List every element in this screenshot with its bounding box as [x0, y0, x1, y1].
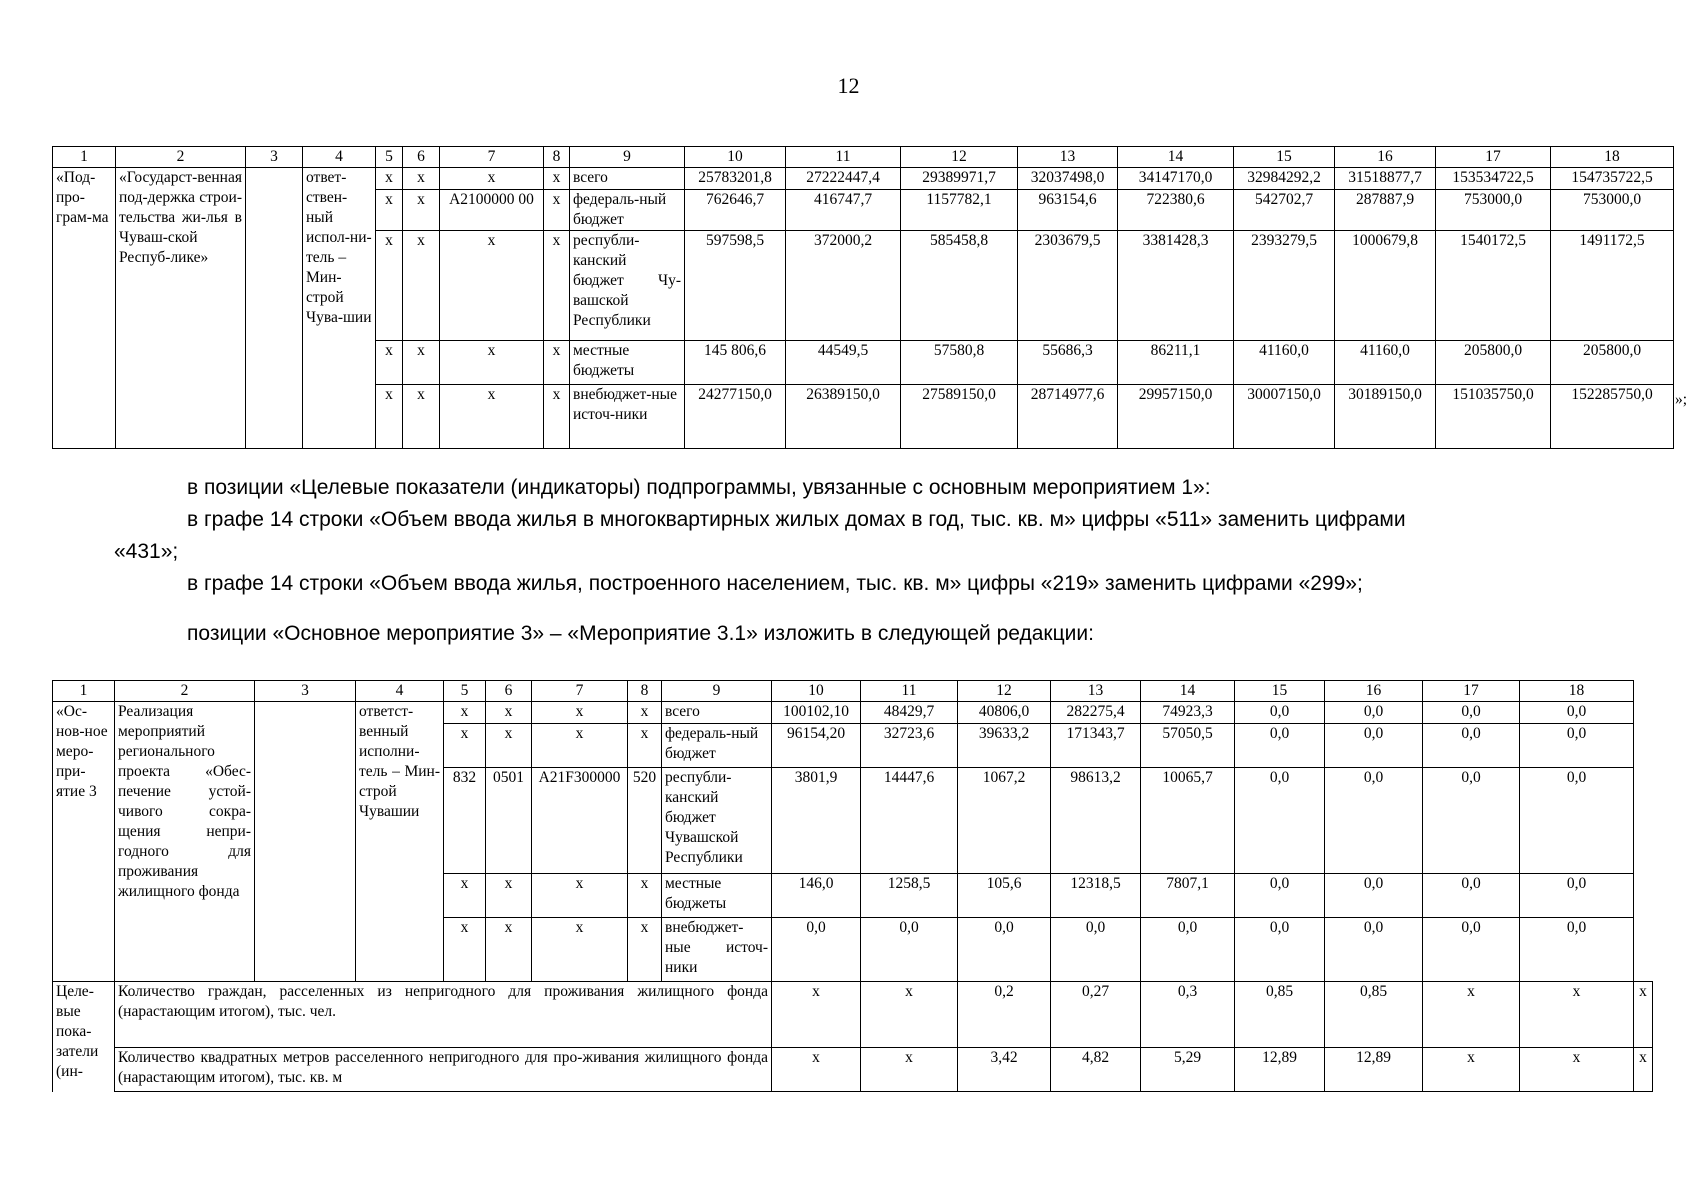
value-cell: 29957150,0: [1118, 385, 1234, 449]
value-cell: 0,0: [1325, 724, 1423, 768]
value-cell: 753000,0: [1551, 190, 1674, 231]
header-cell: 11: [786, 147, 901, 168]
source-cell: республи-канский бюджет Чу-вашской Республики: [570, 231, 685, 341]
source-cell: внебюджет-ные источ-ники: [662, 918, 772, 982]
value-cell: 57050,5: [1141, 724, 1235, 768]
value-cell: 0,0: [1325, 768, 1423, 874]
cell: x: [544, 341, 570, 385]
header-cell: 3: [255, 681, 356, 702]
cell: x: [544, 385, 570, 449]
empty-cell: [255, 702, 356, 982]
indicator-value: 12,89: [1235, 1048, 1325, 1092]
cell: x: [376, 385, 403, 449]
cell: x: [628, 874, 662, 918]
cell: x: [532, 724, 628, 768]
cell: x: [376, 168, 403, 190]
header-cell: 10: [685, 147, 786, 168]
value-cell: 171343,7: [1051, 724, 1141, 768]
cell: 0501: [486, 768, 532, 874]
value-cell: 963154,6: [1018, 190, 1118, 231]
closing-quote: »;: [1675, 391, 1688, 408]
paragraph-event3: позиции «Основное мероприятие 3» – «Мероприятие 3.1» изложить в следующей редакции:: [187, 622, 1094, 645]
header-cell: 15: [1234, 147, 1335, 168]
value-cell: 722380,6: [1118, 190, 1234, 231]
value-cell: 24277150,0: [685, 385, 786, 449]
value-cell: 57580,8: [901, 341, 1018, 385]
event-name: Реализация мероприятий регионального проекта «Обес-печение устой-чивого сокра-щения непри-годного для проживания жилищного фонда: [115, 702, 255, 982]
header-cell: 18: [1520, 681, 1634, 702]
value-cell: 74923,3: [1141, 702, 1235, 724]
value-cell: 1000679,8: [1335, 231, 1436, 341]
cell: x: [403, 341, 440, 385]
cell: x: [444, 702, 486, 724]
header-cell: 4: [356, 681, 444, 702]
value-cell: 96154,20: [772, 724, 861, 768]
value-cell: 10065,7: [1141, 768, 1235, 874]
main-event-table: [52, 680, 1653, 1092]
table-header-row: [53, 147, 1674, 168]
value-cell: 0,0: [1325, 874, 1423, 918]
indicator-value: x: [1423, 982, 1520, 1048]
header-cell: 16: [1325, 681, 1423, 702]
cell: x: [544, 231, 570, 341]
source-cell: всего: [662, 702, 772, 724]
value-cell: 152285750,0: [1551, 385, 1674, 449]
indicator-value: x: [1520, 982, 1634, 1048]
value-cell: 0,0: [1423, 918, 1520, 982]
value-cell: 0,0: [1423, 768, 1520, 874]
value-cell: 1157782,1: [901, 190, 1018, 231]
header-cell: 6: [486, 681, 532, 702]
header-cell: 4: [303, 147, 376, 168]
indicator-name: Количество квадратных метров расселенного непригодного для про-живания жилищного фонда (нарастающим итогом), тыс. кв. м: [115, 1048, 772, 1092]
value-cell: 0,0: [1520, 702, 1634, 724]
indicator-value: 3,42: [958, 1048, 1051, 1092]
value-cell: 0,0: [1423, 874, 1520, 918]
header-cell: 9: [662, 681, 772, 702]
cell: x: [440, 231, 544, 341]
value-cell: 287887,9: [1335, 190, 1436, 231]
value-cell: 31518877,7: [1335, 168, 1436, 190]
source-cell: местные бюджеты: [662, 874, 772, 918]
value-cell: 30189150,0: [1335, 385, 1436, 449]
cell: x: [532, 702, 628, 724]
indicator-value: x: [772, 982, 861, 1048]
value-cell: 105,6: [958, 874, 1051, 918]
cell: x: [403, 168, 440, 190]
indicator-value: x: [772, 1048, 861, 1092]
cell: x: [628, 724, 662, 768]
paragraph-graph14-row2: в графе 14 строки «Объем ввода жилья, построенного населением, тыс. кв. м» цифры «219» заменить цифрами «299»;: [187, 572, 1363, 595]
value-cell: 0,0: [1520, 724, 1634, 768]
indicator-row: [53, 982, 1653, 1048]
paragraph-graph14-row1-cont: «431»;: [114, 540, 179, 563]
header-cell: 18: [1551, 147, 1674, 168]
header-cell: 11: [861, 681, 958, 702]
cell: A21F300000: [532, 768, 628, 874]
value-cell: 762646,7: [685, 190, 786, 231]
value-cell: 1491172,5: [1551, 231, 1674, 341]
value-cell: 0,0: [1423, 702, 1520, 724]
value-cell: 0,0: [1051, 918, 1141, 982]
cell: А2100000 00: [440, 190, 544, 231]
cell: x: [532, 874, 628, 918]
responsible-executor: ответ-ствен-ный испол-ни-тель – Мин-строй Чува-шии: [303, 168, 376, 449]
cell: x: [376, 190, 403, 231]
value-cell: 28714977,6: [1018, 385, 1118, 449]
table-row: [53, 702, 1653, 724]
header-cell: 8: [628, 681, 662, 702]
indicator-value: 0,27: [1051, 982, 1141, 1048]
cell: x: [403, 190, 440, 231]
cell: x: [486, 918, 532, 982]
value-cell: 3801,9: [772, 768, 861, 874]
header-cell: 10: [772, 681, 861, 702]
value-cell: 585458,8: [901, 231, 1018, 341]
header-cell: 15: [1235, 681, 1325, 702]
value-cell: 48429,7: [861, 702, 958, 724]
indicators-label: Целе-вые пока-затели (ин-: [53, 982, 115, 1092]
cell: x: [544, 168, 570, 190]
value-cell: 0,0: [772, 918, 861, 982]
value-cell: 32723,6: [861, 724, 958, 768]
value-cell: 1067,2: [958, 768, 1051, 874]
paragraph-indicators: в позиции «Целевые показатели (индикаторы) подпрограммы, увязанные с основным мероприятием 1»:: [187, 476, 1211, 499]
subprogram-table: [52, 146, 1674, 449]
value-cell: 27222447,4: [786, 168, 901, 190]
value-cell: 26389150,0: [786, 385, 901, 449]
value-cell: 145 806,6: [685, 341, 786, 385]
cell: x: [376, 341, 403, 385]
cell: x: [628, 918, 662, 982]
indicator-value: 0,85: [1325, 982, 1423, 1048]
cell: x: [486, 724, 532, 768]
value-cell: 100102,10: [772, 702, 861, 724]
value-cell: 282275,4: [1051, 702, 1141, 724]
source-cell: федераль-ный бюджет: [662, 724, 772, 768]
indicator-value: 5,29: [1141, 1048, 1235, 1092]
value-cell: 41160,0: [1234, 341, 1335, 385]
cell: x: [403, 385, 440, 449]
header-cell: 16: [1335, 147, 1436, 168]
empty-cell: [246, 168, 303, 449]
header-cell: 13: [1051, 681, 1141, 702]
value-cell: 0,0: [1235, 874, 1325, 918]
value-cell: 151035750,0: [1436, 385, 1551, 449]
indicator-value: 0,85: [1235, 982, 1325, 1048]
header-cell: 1: [53, 147, 116, 168]
value-cell: 34147170,0: [1118, 168, 1234, 190]
value-cell: 30007150,0: [1234, 385, 1335, 449]
header-cell: 8: [544, 147, 570, 168]
value-cell: 146,0: [772, 874, 861, 918]
value-cell: 29389971,7: [901, 168, 1018, 190]
cell: x: [444, 874, 486, 918]
value-cell: 597598,5: [685, 231, 786, 341]
value-cell: 0,0: [1235, 724, 1325, 768]
value-cell: 0,0: [958, 918, 1051, 982]
value-cell: 12318,5: [1051, 874, 1141, 918]
header-cell: 12: [901, 147, 1018, 168]
header-cell: 6: [403, 147, 440, 168]
header-cell: 3: [246, 147, 303, 168]
value-cell: 2393279,5: [1234, 231, 1335, 341]
indicator-value: x: [1634, 982, 1653, 1048]
value-cell: 0,0: [1325, 918, 1423, 982]
page-number: 12: [837, 73, 860, 98]
value-cell: 55686,3: [1018, 341, 1118, 385]
header-cell: 5: [376, 147, 403, 168]
cell: x: [486, 874, 532, 918]
value-cell: 416747,7: [786, 190, 901, 231]
value-cell: 154735722,5: [1551, 168, 1674, 190]
value-cell: 14447,6: [861, 768, 958, 874]
indicator-row: [53, 1048, 1653, 1092]
paragraph-graph14-row1: в графе 14 строки «Объем ввода жилья в многоквартирных жилых домах в год, тыс. кв. м» цифры «511» заменить цифрами: [187, 508, 1406, 531]
source-cell: всего: [570, 168, 685, 190]
value-cell: 27589150,0: [901, 385, 1018, 449]
value-cell: 0,0: [1325, 702, 1423, 724]
value-cell: 1540172,5: [1436, 231, 1551, 341]
value-cell: 39633,2: [958, 724, 1051, 768]
source-cell: федераль-ный бюджет: [570, 190, 685, 231]
value-cell: 0,0: [1520, 918, 1634, 982]
value-cell: 7807,1: [1141, 874, 1235, 918]
header-cell: 13: [1018, 147, 1118, 168]
cell: x: [486, 702, 532, 724]
value-cell: 32037498,0: [1018, 168, 1118, 190]
source-cell: внебюджет-ные источ-ники: [570, 385, 685, 449]
value-cell: 32984292,2: [1234, 168, 1335, 190]
header-cell: 2: [116, 147, 246, 168]
header-cell: 17: [1423, 681, 1520, 702]
value-cell: 0,0: [1235, 768, 1325, 874]
indicator-value: x: [1423, 1048, 1520, 1092]
value-cell: 0,0: [1141, 918, 1235, 982]
value-cell: 44549,5: [786, 341, 901, 385]
event-label: «Ос-нов-ное меро-при-ятие 3: [53, 702, 115, 982]
value-cell: 40806,0: [958, 702, 1051, 724]
table-header-row: [53, 681, 1653, 702]
value-cell: 372000,2: [786, 231, 901, 341]
value-cell: 25783201,8: [685, 168, 786, 190]
header-cell: 1: [53, 681, 115, 702]
indicator-value: x: [1634, 1048, 1653, 1092]
header-cell: 17: [1436, 147, 1551, 168]
indicator-value: x: [1520, 1048, 1634, 1092]
cell: x: [544, 190, 570, 231]
value-cell: 3381428,3: [1118, 231, 1234, 341]
value-cell: 205800,0: [1436, 341, 1551, 385]
cell: x: [444, 724, 486, 768]
indicator-value: 12,89: [1325, 1048, 1423, 1092]
cell: 520: [628, 768, 662, 874]
cell: x: [444, 918, 486, 982]
header-cell: 14: [1141, 681, 1235, 702]
indicator-name: Количество граждан, расселенных из непригодного для проживания жилищного фонда (нарастающим итогом), тыс. чел.: [115, 982, 772, 1048]
value-cell: 1258,5: [861, 874, 958, 918]
table-row: [53, 168, 1674, 190]
value-cell: 98613,2: [1051, 768, 1141, 874]
cell: x: [440, 385, 544, 449]
source-cell: республи-канский бюджет Чувашской Республики: [662, 768, 772, 874]
value-cell: 0,0: [1423, 724, 1520, 768]
value-cell: 0,0: [1235, 702, 1325, 724]
indicator-value: x: [861, 982, 958, 1048]
value-cell: 86211,1: [1118, 341, 1234, 385]
cell: x: [376, 231, 403, 341]
responsible-executor: ответст-венный исполни-тель – Мин-строй Чувашии: [356, 702, 444, 982]
indicator-value: x: [861, 1048, 958, 1092]
value-cell: 753000,0: [1436, 190, 1551, 231]
value-cell: 542702,7: [1234, 190, 1335, 231]
indicator-value: 4,82: [1051, 1048, 1141, 1092]
header-cell: 9: [570, 147, 685, 168]
subprogram-name: «Государст-венная под-держка строи-тельства жи-лья в Чуваш-ской Респуб-лике»: [116, 168, 246, 449]
source-cell: местные бюджеты: [570, 341, 685, 385]
indicator-value: 0,2: [958, 982, 1051, 1048]
indicator-value: 0,3: [1141, 982, 1235, 1048]
header-cell: 5: [444, 681, 486, 702]
header-cell: 7: [440, 147, 544, 168]
value-cell: 0,0: [1235, 918, 1325, 982]
header-cell: 7: [532, 681, 628, 702]
value-cell: 0,0: [861, 918, 958, 982]
header-cell: 14: [1118, 147, 1234, 168]
header-cell: 12: [958, 681, 1051, 702]
value-cell: 2303679,5: [1018, 231, 1118, 341]
subprogram-label: «Под-про-грам-ма: [53, 168, 116, 449]
cell: x: [628, 702, 662, 724]
value-cell: 205800,0: [1551, 341, 1674, 385]
cell: x: [532, 918, 628, 982]
value-cell: 153534722,5: [1436, 168, 1551, 190]
cell: 832: [444, 768, 486, 874]
cell: x: [403, 231, 440, 341]
cell: x: [440, 168, 544, 190]
value-cell: 41160,0: [1335, 341, 1436, 385]
value-cell: 0,0: [1520, 874, 1634, 918]
header-cell: 2: [115, 681, 255, 702]
cell: x: [440, 341, 544, 385]
value-cell: 0,0: [1520, 768, 1634, 874]
